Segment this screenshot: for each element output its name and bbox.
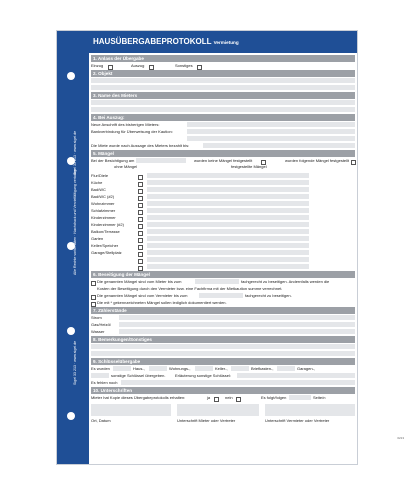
room-label: Garten bbox=[91, 236, 104, 241]
wohnung-label: Wohnungs-, bbox=[169, 366, 191, 371]
es-wurden-label: Es wurden bbox=[91, 366, 110, 371]
auszug-checkbox[interactable] bbox=[149, 65, 154, 70]
garagen-count-field[interactable] bbox=[277, 366, 295, 371]
beseitigung-mieter-label: Die genannten Mängel sind vom Mieter bis zum bbox=[97, 279, 182, 284]
mieter-signature-field[interactable] bbox=[177, 404, 259, 416]
schluessel-row-2 bbox=[91, 372, 355, 379]
anschrift-row bbox=[91, 121, 355, 128]
ort-datum-field[interactable] bbox=[91, 404, 171, 416]
room-maengel-field[interactable] bbox=[147, 250, 309, 255]
vermieter-signature-label: Unterschrift Vermieter oder Vertreter bbox=[265, 418, 330, 423]
signature-labels bbox=[91, 417, 355, 424]
mieter-field-1[interactable] bbox=[91, 100, 355, 105]
room-row bbox=[91, 249, 355, 256]
ohne-maengel-header: ohne Mängel bbox=[114, 164, 138, 169]
garagen-label: Garagen-, bbox=[297, 366, 316, 371]
zaehler-label: Wasser bbox=[91, 329, 105, 334]
mieter-row-2 bbox=[91, 106, 355, 113]
section-mieter-header: 3. Name des Mieters bbox=[91, 92, 355, 99]
room-row-blank bbox=[91, 256, 355, 263]
title-subtitle: Vermietung bbox=[213, 40, 239, 45]
room-label: Schlafzimmer bbox=[91, 208, 116, 213]
room-maengel-field[interactable] bbox=[147, 229, 309, 234]
fehlen-label: Es fehlen noch bbox=[91, 380, 118, 385]
bemerkungen-field-1[interactable] bbox=[91, 344, 355, 349]
section-maengel-header: 5. Mängel bbox=[91, 150, 355, 157]
kopie-row bbox=[91, 394, 355, 401]
room-row bbox=[91, 228, 355, 235]
beseitigung-vermieter-date-field[interactable] bbox=[199, 293, 243, 298]
room-label: Bad/WC bbox=[91, 187, 106, 192]
zaehler-field[interactable] bbox=[119, 322, 355, 327]
form-content bbox=[91, 54, 355, 424]
room-maengel-field[interactable] bbox=[147, 257, 309, 262]
room-maengel-field[interactable] bbox=[147, 187, 309, 192]
room-maengel-field[interactable] bbox=[147, 180, 309, 185]
einzug-checkbox[interactable] bbox=[108, 65, 113, 70]
beseitigung-mieter-text: fachgerecht zu beseitigen. Andernfalls werden die bbox=[241, 279, 330, 284]
section-objekt-header: 2. Objekt bbox=[91, 70, 355, 77]
room-maengel-field[interactable] bbox=[147, 194, 309, 199]
title-bar bbox=[89, 31, 357, 53]
bank-label: Bankverbindung für Überweisung der Kaution: bbox=[91, 129, 173, 134]
besichtigung-date-field[interactable] bbox=[136, 158, 186, 163]
section-anlass-header: 1. Anlass der Übergabe bbox=[91, 55, 355, 62]
besichtigung-row bbox=[91, 157, 355, 164]
signature-boxes bbox=[91, 401, 355, 417]
bank-row bbox=[91, 128, 355, 135]
room-label: Küche bbox=[91, 180, 103, 185]
room-maengel-field[interactable] bbox=[147, 208, 309, 213]
miete-label: Die Miete wurde nach Aussage des Mieters bezahlt bis: bbox=[91, 143, 190, 148]
side-product-text-lower: Sigel 33 213 · www.sigel.de bbox=[73, 340, 77, 385]
bank-field-2[interactable] bbox=[187, 136, 355, 141]
bank-field[interactable] bbox=[187, 129, 355, 134]
maengel-col-headers bbox=[91, 164, 355, 170]
bemerkungen-field-2[interactable] bbox=[91, 351, 355, 356]
einzug-label: Einzug bbox=[91, 63, 104, 68]
anschrift-label: Neue Anschrift des bisherigen Mieters: bbox=[91, 122, 160, 127]
beseitigung-vermieter-text: fachgerecht zu beseitigen. bbox=[245, 293, 292, 298]
folgt-label: Es folgt/folgen bbox=[261, 395, 287, 400]
beseitigung-doku-label: Die mit * gekennzeichneten Mängel sollen lediglich dokumentiert werden. bbox=[97, 300, 227, 305]
objekt-field-1[interactable] bbox=[91, 78, 355, 83]
erlaeuterung-field[interactable] bbox=[237, 373, 355, 378]
room-row bbox=[91, 207, 355, 214]
fehlen-field[interactable] bbox=[121, 380, 355, 385]
title-main: HAUSÜBERGABEPROTOKOLL bbox=[93, 37, 212, 46]
room-row bbox=[91, 214, 355, 221]
room-maengel-field[interactable] bbox=[147, 243, 309, 248]
anlass-row bbox=[91, 62, 355, 69]
zaehler-label: Strom bbox=[91, 315, 102, 320]
haus-count-field[interactable] bbox=[113, 366, 131, 371]
section-auszug-header: 4. Bei Auszug: bbox=[91, 114, 355, 121]
section-beseitigung-header: 6. Beseitigung der Mängel bbox=[91, 271, 355, 278]
zaehler-label: Gas/Heizöl bbox=[91, 322, 111, 327]
sonstige-count-field[interactable] bbox=[91, 373, 109, 378]
besichtigung-label: Bei der Besichtigung am bbox=[91, 158, 135, 163]
room-label: Flur/Diele bbox=[91, 173, 109, 178]
room-maengel-field[interactable] bbox=[147, 215, 309, 220]
beseitigung-vermieter-label: Die genannten Mängel sind vom Vermieter bis zum bbox=[97, 293, 188, 298]
miete-row bbox=[91, 142, 355, 149]
mieter-row-1 bbox=[91, 99, 355, 106]
footer-code: 0213 bbox=[397, 436, 404, 440]
schluessel-row-3 bbox=[91, 379, 355, 386]
zaehler-row bbox=[91, 314, 355, 321]
room-maengel-field[interactable] bbox=[147, 222, 309, 227]
kopie-label: Mieter hat Kopie dieses Übergabeprotokolls erhalten: bbox=[91, 395, 186, 400]
room-maengel-field[interactable] bbox=[147, 236, 309, 241]
objekt-row-2 bbox=[91, 84, 355, 91]
room-row-blank bbox=[91, 263, 355, 270]
side-product-text: Sigel 33 213 · www.sigel.de bbox=[73, 130, 77, 175]
room-label: Keller/Speicher bbox=[91, 243, 119, 248]
punch-hole-icon bbox=[67, 72, 75, 80]
side-copyright-text: Alle Rechte vorbehalten · Nachdruck und Vervielfältigung verboten bbox=[73, 169, 77, 275]
festgestellte-maengel-header: festgestellte Mängel bbox=[231, 164, 267, 169]
room-label: Garage/Stellplatz bbox=[91, 250, 122, 255]
miete-field[interactable] bbox=[203, 143, 355, 148]
zaehler-field[interactable] bbox=[119, 329, 355, 334]
document-title bbox=[93, 37, 239, 46]
folgende-maengel-label: wurden folgende Mängel festgestellt bbox=[285, 158, 350, 163]
seiten-count-field[interactable] bbox=[289, 395, 311, 400]
punch-hole-icon bbox=[67, 412, 75, 420]
beseitigung-row-2 bbox=[91, 285, 355, 292]
room-row bbox=[91, 172, 355, 179]
nein-label: nein bbox=[225, 395, 233, 400]
brief-label: Briefkasten-, bbox=[251, 366, 274, 371]
keine-maengel-label: wurden keine Mängel festgestellt bbox=[194, 158, 253, 163]
zaehler-row bbox=[91, 328, 355, 335]
ort-datum-label: Ort, Datum bbox=[91, 418, 111, 423]
wohnung-count-field[interactable] bbox=[149, 366, 167, 371]
section-unterschriften-header: 10. Unterschriften bbox=[91, 387, 355, 394]
room-label: Kinderzimmer (#2) bbox=[91, 222, 124, 227]
punch-hole-icon bbox=[67, 327, 75, 335]
keller-label: Keller-, bbox=[215, 366, 228, 371]
room-maengel-field[interactable] bbox=[147, 201, 309, 206]
zaehler-row bbox=[91, 321, 355, 328]
mieter-signature-label: Unterschrift Mieter oder Vertreter bbox=[177, 418, 236, 423]
room-label: Kinderzimmer bbox=[91, 215, 116, 220]
room-row bbox=[91, 193, 355, 200]
bemerkungen-row-2 bbox=[91, 350, 355, 357]
vermieter-signature-field[interactable] bbox=[265, 404, 355, 416]
rooms-list bbox=[91, 172, 355, 270]
seiten-label: Seite/n bbox=[313, 395, 326, 400]
schluessel-row-1 bbox=[91, 365, 355, 372]
room-maengel-field[interactable] bbox=[147, 264, 309, 269]
room-row bbox=[91, 221, 355, 228]
section-bemerkungen-header: 8. Bemerkungen/Sonstiges bbox=[91, 336, 355, 343]
room-row bbox=[91, 242, 355, 249]
room-label: Wohnzimmer bbox=[91, 201, 115, 206]
beseitigung-kosten-text: Kosten der Beseitigung durch den Vermieter bzw. eine Fachfirma mit der Mietkaution summe verrechnet. bbox=[97, 286, 283, 291]
sonstiges-label: Sonstiges bbox=[175, 63, 193, 68]
room-row bbox=[91, 186, 355, 193]
room-label: Bad/WC (#2) bbox=[91, 194, 115, 199]
beseitigung-row-4 bbox=[91, 299, 355, 306]
room-checkbox[interactable] bbox=[138, 266, 143, 271]
room-row bbox=[91, 179, 355, 186]
objekt-row-1 bbox=[91, 77, 355, 84]
erlaeuterung-label: Erläuterung sonstige Schlüssel: bbox=[175, 373, 232, 378]
brief-count-field[interactable] bbox=[231, 366, 249, 371]
section-schluessel-header: 9. Schlüsselübergabe bbox=[91, 358, 355, 365]
section-zaehler-header: 7. Zählerstände bbox=[91, 307, 355, 314]
room-row bbox=[91, 235, 355, 242]
haus-label: Haus-, bbox=[133, 366, 145, 371]
beseitigung-doku-checkbox[interactable] bbox=[91, 302, 96, 307]
keller-count-field[interactable] bbox=[195, 366, 213, 371]
room-maengel-field[interactable] bbox=[147, 173, 309, 178]
beseitigung-row-3 bbox=[91, 292, 355, 299]
room-row bbox=[91, 200, 355, 207]
ja-label: ja bbox=[207, 395, 211, 400]
mieter-field-2[interactable] bbox=[91, 107, 355, 112]
bemerkungen-row-1 bbox=[91, 343, 355, 350]
auszug-label: Auszug bbox=[131, 63, 145, 68]
room-label: Balkon/Terrasse bbox=[91, 229, 120, 234]
zaehler-field[interactable] bbox=[119, 315, 355, 320]
bank-row-2 bbox=[91, 135, 355, 142]
sonstiges-checkbox[interactable] bbox=[197, 65, 202, 70]
objekt-field-2[interactable] bbox=[91, 85, 355, 90]
anschrift-field[interactable] bbox=[187, 122, 355, 127]
beseitigung-row-1 bbox=[91, 278, 355, 285]
sonstige-label: sonstige Schlüssel übergeben. bbox=[111, 373, 166, 378]
beseitigung-mieter-date-field[interactable] bbox=[195, 279, 239, 284]
